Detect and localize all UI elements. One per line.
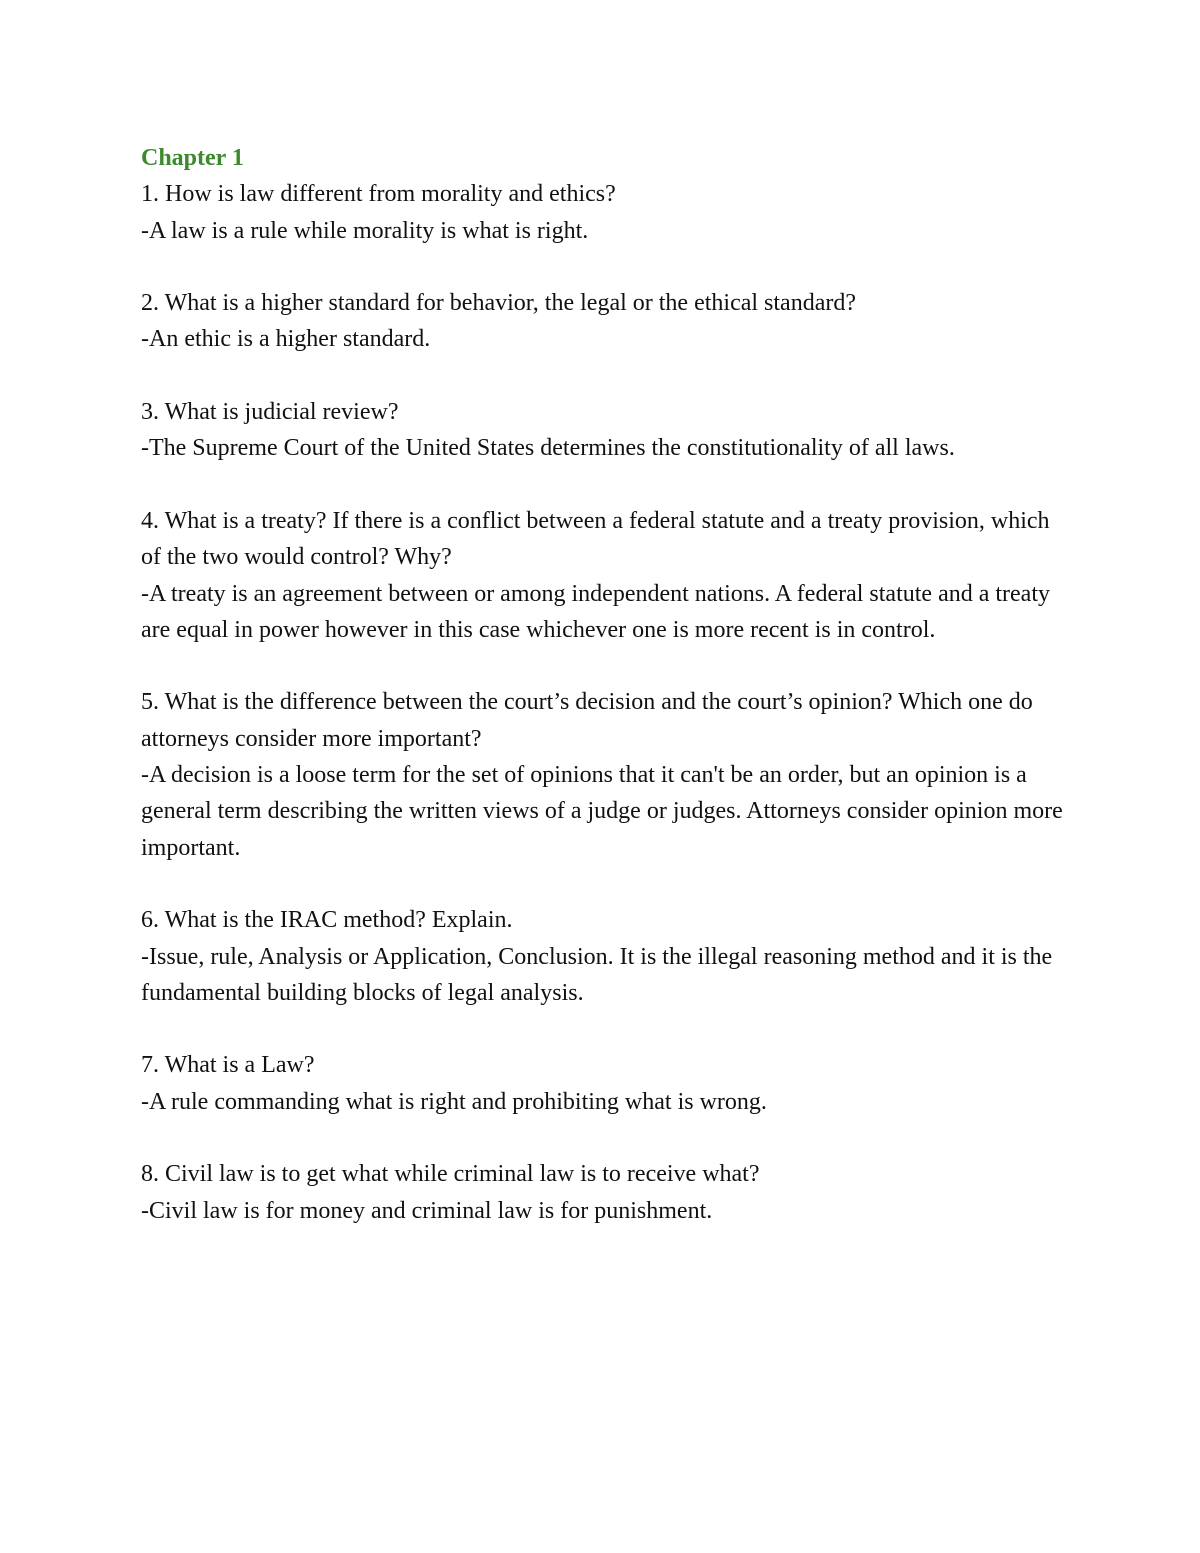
qa-item — [141, 503, 1071, 648]
answer-text: -Issue, rule, Analysis or Application, Conclusion. It is the illegal reasoning method and it is the fundamental building blocks of legal analysis. — [141, 943, 1053, 1006]
answer-text: -A rule commanding what is right and prohibiting what is wrong. — [141, 1088, 767, 1115]
qa-item — [141, 1156, 1071, 1229]
answer-text: -The Supreme Court of the United States determines the constitutionality of all laws. — [141, 435, 955, 462]
question-text: 3. What is judicial review? — [141, 399, 399, 426]
answer-text: -A decision is a loose term for the set of opinions that it can't be an order, but an opinion is a general term describing the written views of a judge or judges. Attorneys consider opinion more important. — [141, 762, 1063, 861]
question-text: 8. Civil law is to get what while criminal law is to receive what? — [141, 1161, 760, 1188]
question-text: 2. What is a higher standard for behavior, the legal or the ethical standard? — [141, 290, 856, 317]
answer-text: -Civil law is for money and criminal law is for punishment. — [141, 1197, 713, 1224]
answer-text: -An ethic is a higher standard. — [141, 326, 431, 353]
question-text: 4. What is a treaty? If there is a conflict between a federal statute and a treaty provision, which of the two would control? Why? — [141, 507, 1050, 571]
qa-item — [141, 902, 1071, 1011]
qa-item — [141, 684, 1071, 865]
answer-text: -A treaty is an agreement between or among independent nations. A federal statute and a treaty are equal in power however in this case whichever one is more recent is in control. — [141, 580, 1050, 643]
qa-item — [141, 285, 1071, 358]
question-text: 6. What is the IRAC method? Explain. — [141, 907, 513, 934]
qa-item — [141, 394, 1071, 467]
document-body — [141, 140, 1071, 1265]
question-text: 5. What is the difference between the court’s decision and the court’s opinion? Which one do attorneys consider more important? — [141, 689, 1033, 752]
question-text: 7. What is a Law? — [141, 1052, 315, 1079]
qa-item — [141, 1047, 1071, 1120]
qa-item — [141, 176, 1071, 249]
answer-text: -A law is a rule while morality is what is right. — [141, 217, 589, 244]
question-text: 1. How is law different from morality and ethics? — [141, 181, 616, 208]
chapter-title: Chapter 1 — [141, 145, 244, 171]
